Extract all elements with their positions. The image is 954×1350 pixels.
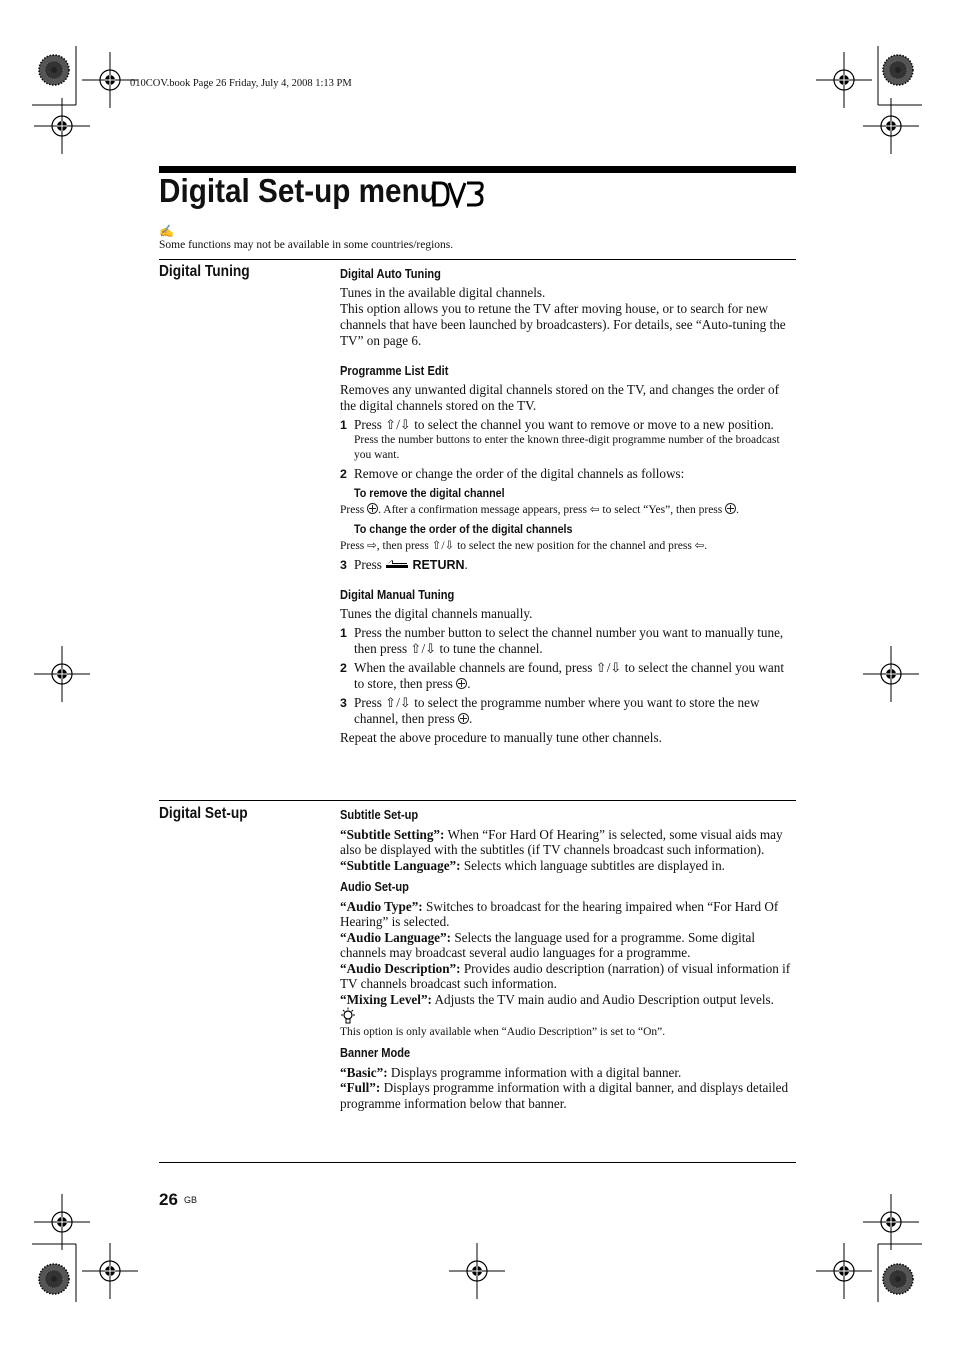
manual-step-2 bbox=[340, 660, 796, 692]
dvb-logo-icon bbox=[431, 180, 485, 208]
section-heading-tuning: Digital Tuning bbox=[159, 263, 250, 280]
edit-step-3 bbox=[340, 557, 796, 573]
section-divider bbox=[159, 800, 796, 801]
audio-type-text: “Audio Type”: Switches to broadcast for the hearing impaired when “For Hard Of Hearing” is selected. bbox=[340, 898, 779, 929]
manual-step-3-text: Press ⇧/⇩ to select the programme number where you want to store the new channel, then press . bbox=[354, 695, 760, 726]
footer-rule bbox=[159, 1162, 796, 1163]
programme-list-edit-heading: Programme List Edit bbox=[340, 364, 449, 378]
change-order-text: Press ⇨, then press ⇧/⇩ to select the new position for the channel and press ⇦. bbox=[340, 540, 708, 552]
dvb-logo bbox=[431, 178, 485, 216]
auto-tuning-text-1: Tunes in the available digital channels. bbox=[340, 285, 546, 300]
step-number: 3 bbox=[340, 558, 347, 572]
section-heading-setup: Digital Set-up bbox=[159, 805, 248, 822]
ok-button-icon bbox=[367, 503, 378, 514]
edit-step-2 bbox=[340, 466, 796, 482]
auto-tuning-heading: Digital Auto Tuning bbox=[340, 267, 441, 281]
edit-step-1 bbox=[340, 417, 796, 463]
step-number: 1 bbox=[340, 626, 347, 640]
note-text: Some functions may not be available in some countries/regions. bbox=[159, 239, 454, 251]
lightbulb-icon bbox=[340, 1007, 356, 1025]
banner-mode-heading: Banner Mode bbox=[340, 1046, 411, 1060]
ok-button-icon bbox=[458, 713, 469, 724]
audio-setup-heading: Audio Set-up bbox=[340, 880, 409, 894]
edit-step-2-text: Remove or change the order of the digital channels as follows: bbox=[354, 466, 685, 481]
banner-full-text: “Full”: Displays programme information with a digital banner, and displays detailed programme information below that banner. bbox=[340, 1080, 789, 1111]
change-order-heading: To change the order of the digital channels bbox=[354, 522, 573, 536]
remove-channel-heading: To remove the digital channel bbox=[354, 486, 505, 500]
return-label: RETURN bbox=[412, 558, 465, 572]
setup-content bbox=[340, 808, 796, 1111]
edit-step-1-note: Press the number buttons to enter the known three-digit programme number of the broadcast you want. bbox=[354, 434, 780, 461]
page-number: 26 bbox=[159, 1190, 178, 1209]
subtitle-language-text: “Subtitle Language”: Selects which language subtitles are displayed in. bbox=[340, 857, 725, 873]
page-title-text: Digital Set-up menu bbox=[159, 172, 438, 209]
ok-button-icon bbox=[725, 503, 736, 514]
edit-step-3-text: Press RETURN. bbox=[354, 557, 468, 572]
step-number: 3 bbox=[340, 696, 347, 710]
manual-step-1-text: Press the number button to select the channel number you want to manually tune, then press ⇧/⇩ to tune the channel. bbox=[354, 625, 784, 656]
subtitle-setting-text: “Subtitle Setting”: When “For Hard Of Hearing” is selected, some visual aids may also be displayed with the subtitles (if TV channels broadcast such information). bbox=[340, 826, 783, 857]
edit-step-1-text: Press ⇧/⇩ to select the channel you want to remove or move to a new position. bbox=[354, 417, 774, 432]
manual-step-1 bbox=[340, 625, 796, 657]
ok-button-icon bbox=[456, 678, 467, 689]
page-title bbox=[159, 172, 469, 210]
print-header: 010COV.book Page 26 Friday, July 4, 2008 1:13 PM bbox=[130, 78, 352, 89]
tuning-content bbox=[340, 266, 796, 746]
manual-tuning-text: Tunes the digital channels manually. bbox=[340, 606, 533, 621]
section-divider bbox=[159, 259, 796, 260]
mixing-level-text: “Mixing Level”: Adjusts the TV main audio and Audio Description output levels. bbox=[340, 991, 774, 1007]
audio-description-tip: This option is only available when “Audio Description” is set to “On”. bbox=[340, 1026, 666, 1038]
return-arrow-icon bbox=[385, 559, 409, 570]
manual-tuning-repeat: Repeat the above procedure to manually tune other channels. bbox=[340, 730, 662, 745]
manual-step-3 bbox=[340, 695, 796, 727]
programme-list-edit-text: Removes any unwanted digital channels stored on the TV, and changes the order of the digital channels stored on the TV. bbox=[340, 382, 779, 413]
auto-tuning-text-2: This option allows you to retune the TV after moving house, or to search for new channels that have been launched by broadcasters). For details, see “Auto-tuning the TV” on page 6. bbox=[340, 301, 786, 348]
note-pencil-icon: ✍ bbox=[159, 224, 174, 238]
subtitle-setup-heading: Subtitle Set-up bbox=[340, 808, 419, 822]
step-number: 1 bbox=[340, 418, 347, 432]
manual-tuning-heading: Digital Manual Tuning bbox=[340, 588, 455, 602]
audio-description-text: “Audio Description”: Provides audio description (narration) of visual information if TV channels broadcast such information. bbox=[340, 960, 791, 991]
tip-icon bbox=[340, 1007, 796, 1025]
remove-channel-text: Press . After a confirmation message appears, press ⇦ to select “Yes”, then press . bbox=[340, 504, 740, 516]
audio-language-text: “Audio Language”: Selects the language used for a programme. Some digital channels may broadcast several audio languages for a programme. bbox=[340, 929, 755, 960]
step-number: 2 bbox=[340, 661, 347, 675]
page-number-suffix: GB bbox=[184, 1195, 198, 1205]
manual-step-2-text: When the available channels are found, press ⇧/⇩ to select the channel you want to store, then press . bbox=[354, 660, 785, 691]
banner-basic-text: “Basic”: Displays programme information with a digital banner. bbox=[340, 1064, 682, 1080]
step-number: 2 bbox=[340, 467, 347, 481]
